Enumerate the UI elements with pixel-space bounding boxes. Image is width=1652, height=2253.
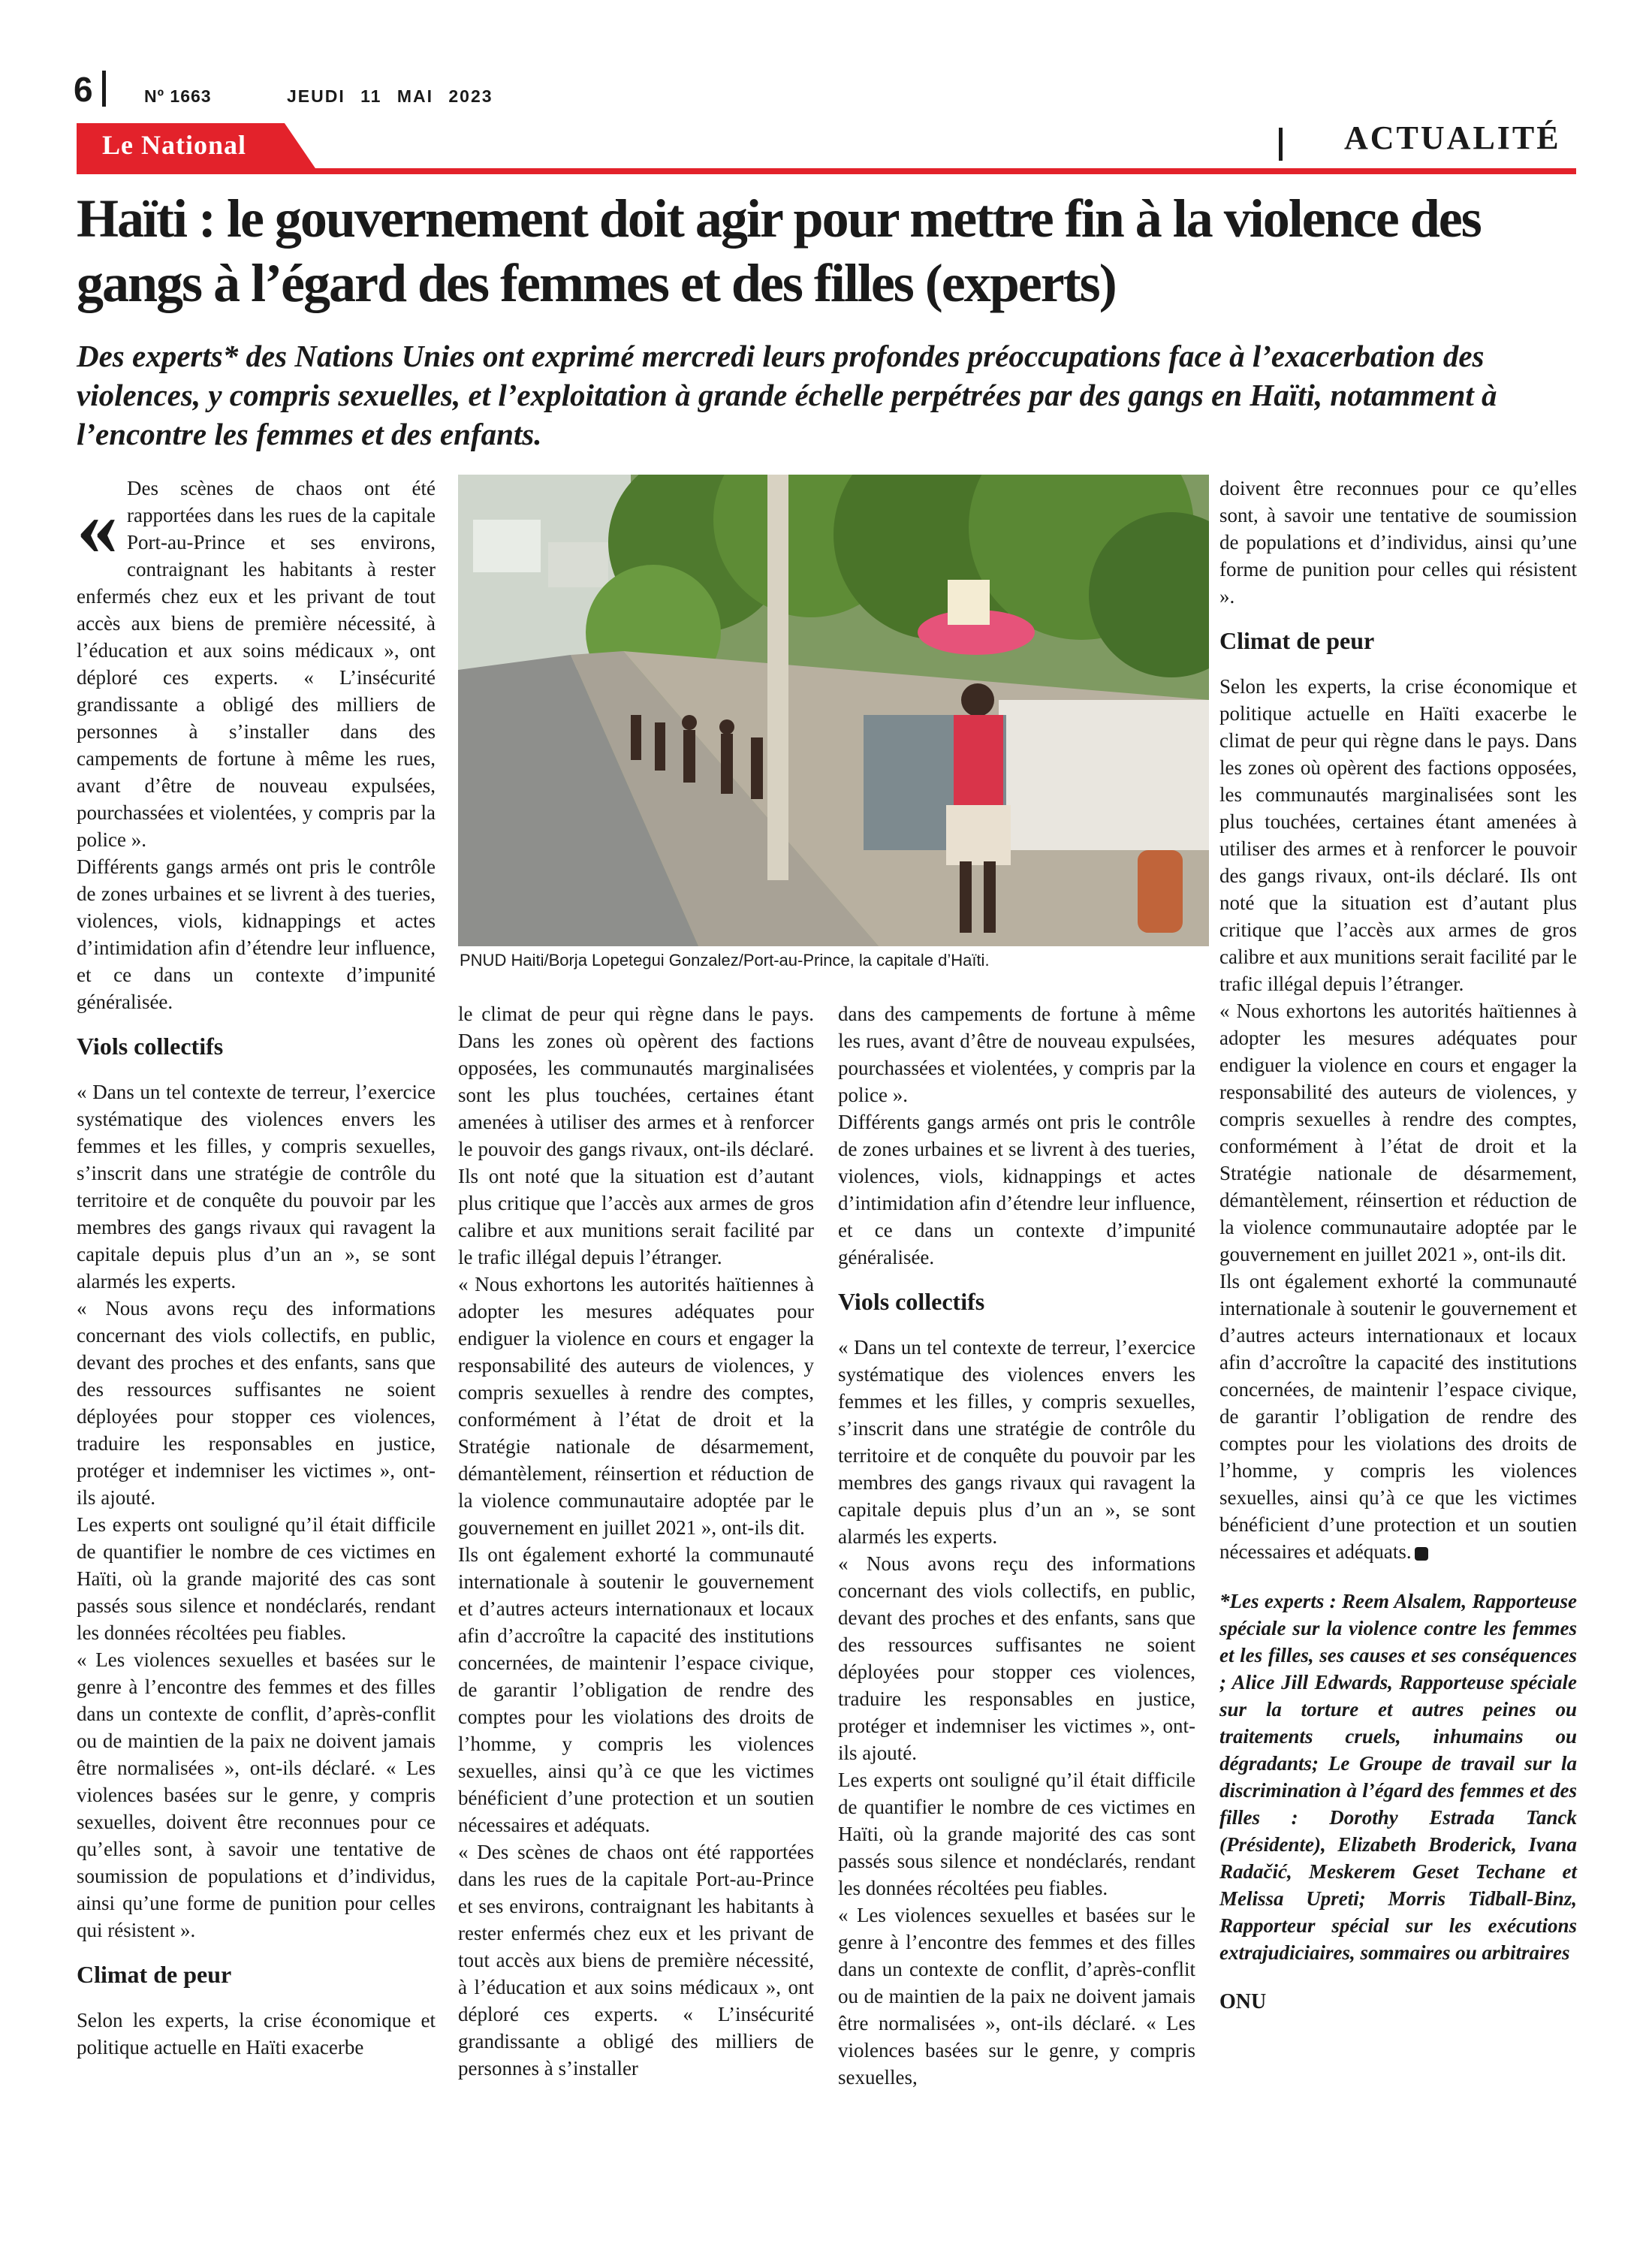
paragraph: « Nous exhortons les autorités haïtiennes à adopter les mesures adéquates pour endiguer la violence en cours et engager la responsabilité des auteurs de violences, y compris sexuelles à rendre des comptes, conformément à l’état de droit et la Stratégie nationale de désarmement, démantèlement, réinsertion et réduction de la violence communautaire adoptée par le gouvernement en juillet 2021 », ont-ils dit. [1219,1000,1577,1265]
section-divider [1279,128,1283,161]
paragraph-text: Ils ont également exhorté la communauté internationale à soutenir le gouvernement et d’autres acteurs internationaux et locaux afin d’accroître la capacité des institutions concernées, de maintenir l’espace civique, de garantir l’obligation de rendre des comptes pour les violations des droits de l’homme, y compris les violences sexuelles, ainsi qu’à ce que les victimes bénéficient d’une protection et un soutien nécessaires et adéquats. [1219,1270,1577,1563]
paragraph: doivent être reconnues pour ce qu’elles sont, à savoir une tentative de soumission de populations et d’individus, ainsi qu’une forme de punition pour celles qui résistent ». [1219,477,1577,608]
issue-number: Nº 1663 [144,86,212,106]
opening-quote-mark: « [77,481,118,572]
subheading: Climat de peur [1219,627,1375,654]
paragraph: Différents gangs armés ont pris le contrôle de zones urbaines et se livrent à des tueries, violences, viols, kidnappings et actes d’intimidation afin d’étendre leur influence, et ce dans un contexte d’impunité généralisée. [77,855,436,1013]
column-2 [458,1000,814,2082]
paragraph: « Nous exhortons les autorités haïtiennes à adopter les mesures adéquates pour endiguer la violence en cours et engager la responsabilité des auteurs de violences, y compris sexuelles à rendre des comptes, conformément à l’état de droit et la Stratégie nationale de désarmement, démantèlement, réinsertion et réduction de la violence communautaire adoptée par le gouvernement en juillet 2021 », ont-ils dit. [458,1273,814,1539]
column-1 [77,475,436,2061]
photo-caption: PNUD Haiti/Borja Lopetegui Gonzalez/Port-au-Prince, la capitale d’Haïti. [460,951,990,970]
paragraph: Les experts ont souligné qu’il était difficile de quantifier le nombre de ces victimes en Haïti, où la grande majorité des cas sont passés sous silence et nondéclarés, rendant les données récoltées peu fiables. [838,1769,1195,1899]
paragraph: « Nous avons reçu des informations concernant des viols collectifs, en public, devant des proches et des enfants, sans que des ressources suffisantes ne soient déployées pour stopper ces violences, traduire les responsables en justice, protéger et indemniser les victimes », ont-ils ajouté. [838,1552,1195,1764]
paragraph: « Les violences sexuelles et basées sur le genre à l’encontre des femmes et des filles dans un contexte de conflit, d’après-conflit ou de maintien de la paix ne doivent jamais être normalisées », ont-ils déclaré. « Les violences basées sur le genre, y compris sexuelles, doivent être reconnues pour ce qu’elles sont, à savoir une tentative de soumission de populations et d’individus, ainsi qu’une forme de punition pour celles qui résistent ». [77,1648,436,1941]
article-source: ONU [1219,1990,1267,2013]
standfirst: Des experts* des Nations Unies ont exprimé mercredi leurs profondes préoccupations face à l’exacerbation des violences, y compris sexuelles, et l’exploitation à grande échelle perpétrées par des gangs en Haïti, notamment à l’encontre les femmes et des enfants. [77,339,1497,451]
paragraph: « Des scènes de chaos ont été rapportées dans les rues de la capitale Port-au-Prince et ses environs, contraignant les habitants à rester enfermés chez eux et les privant de tout accès aux biens de première nécessité, à l’éducation et aux soins médicaux », ont déploré ces experts. « L’insécurité grandissante a obligé des milliers de personnes à s’installer [458,1841,814,2080]
header-rule [77,168,1576,174]
paragraph: Selon les experts, la crise économique et politique actuelle en Haïti exacerbe le climat de peur qui règne dans le pays. Dans les zones où opèrent des factions opposées, les communautés marginalisées sont les plus touchées, certaines étant amenées à utiliser des armes et à renforcer le pouvoir des gangs rivaux, ont-ils déclaré. Ils ont noté que la situation est d’autant plus critique que l’accès aux armes de gros calibre et aux munitions serait facilité par le trafic illégal depuis l’étranger. [1219,675,1577,995]
paragraph: « Dans un tel contexte de terreur, l’exercice systématique des violences envers les femmes et les filles, y compris sexuelles, s’inscrit dans une stratégie de contrôle du territoire et de conquête du pouvoir par les membres des gangs rivaux qui ravagent la capitale depuis plus d’un an », se sont alarmés les experts. [838,1336,1195,1548]
paragraph: Selon les experts, la crise économique et politique actuelle en Haïti exacerbe [77,2009,436,2058]
column-3 [838,1000,1195,2091]
section-label: ACTUALITÉ [1344,119,1561,156]
subheading: Viols collectifs [838,1288,985,1315]
paragraph: « Les violences sexuelles et basées sur le genre à l’encontre des femmes et des filles dans un contexte de conflit, d’après-conflit ou de maintien de la paix ne doivent jamais être normalisées », ont-ils déclaré. « Les violences basées sur le genre, y compris sexuelles, [838,1904,1195,2089]
end-of-article-icon [1415,1547,1428,1561]
column-4 [1219,475,1577,2016]
paragraph: Ils ont également exhorté la communauté internationale à soutenir le gouvernement et d’autres acteurs internationaux et locaux afin d’accroître la capacité des institutions concernées, de maintenir l’espace civique, de garantir l’obligation de rendre des comptes pour les violations des droits de l’homme, y compris les violences sexuelles, ainsi qu’à ce que les victimes bénéficient d’une protection et un soutien nécessaires et adéquats. [458,1543,814,1836]
brand-name: Le National [102,130,247,160]
page-number-divider [102,71,106,107]
paragraph: Différents gangs armés ont pris le contrôle de zones urbaines et se livrent à des tueries, violences, viols, kidnappings et actes d’intimidation afin d’étendre leur influence, et ce dans un contexte d’impunité généralisée. [838,1111,1195,1268]
paragraph: dans des campements de fortune à même les rues, avant d’être de nouveau expulsées, pourchassées et violentées, y compris par la police ». [838,1003,1195,1106]
paragraph: Des scènes de chaos ont été rapportées dans les rues de la capitale Port-au-Prince et ses environs, contraignant les habitants à rester enfermés chez eux et les privant de tout accès aux biens de première nécessité, à l’éducation et aux soins médicaux », ont déploré ces experts. « L’insécurité grandissante a obligé des milliers de personnes à s’installer dans des campements de fortune à même les rues, avant d’être de nouveau expulsées, pourchassées et violentées, y compris par la police ». [77,477,436,851]
subheading: Climat de peur [77,1961,232,1988]
street-photo [458,475,1209,946]
paragraph: le climat de peur qui règne dans le pays. Dans les zones où opèrent des factions opposées, les communautés marginalisées sont les plus touchées, certaines étant amenées à utiliser des armes et à renforcer le pouvoir des gangs rivaux, ont-ils déclaré. Ils ont noté que la situation est d’autant plus critique que l’accès aux armes de gros calibre et aux munitions serait facilité par le trafic illégal depuis l’étranger. [458,1003,814,1268]
paragraph: Les experts ont souligné qu’il était difficile de quantifier le nombre de ces victimes en Haïti, où la grande majorité des cas sont passés sous silence et nondéclarés, rendant les données récoltées peu fiables. [77,1513,436,1644]
issue-date: JEUDI 11 MAI 2023 [287,86,493,106]
paragraph: « Dans un tel contexte de terreur, l’exercice systématique des violences envers les femmes et les filles, y compris sexuelles, s’inscrit dans une stratégie de contrôle du territoire et de conquête du pouvoir par les membres des gangs rivaux qui ravagent la capitale depuis plus d’un an », se sont alarmés les experts. [77,1081,436,1292]
subheading: Viols collectifs [77,1033,224,1060]
paragraph: « Nous avons reçu des informations concernant des viols collectifs, en public, devant des proches et des enfants, sans que des ressources suffisantes ne soient déployées pour stopper ces violences, traduire les responsables en justice, protéger et indemniser les victimes », ont-ils ajouté. [77,1297,436,1509]
paragraph [1219,1268,1577,1565]
page-number: 6 [74,70,93,109]
headline: Haïti : le gouvernement doit agir pour mettre fin à la violence des gangs à l’égard des femmes et des filles (experts) [77,189,1481,313]
experts-footnote: *Les experts : Reem Alsalem, Rapporteuse spéciale sur la violence contre les femmes et les filles, ses causes et ses conséquences ; Alice Jill Edwards, Rapporteuse spéciale sur la torture et autres peines ou traitements cruels, inhumains ou dégradants; Le Groupe de travail sur la discrimination à l’égard des femmes et des filles : Dorothy Estrada Tanck (Présidente), Elizabeth Broderick, Ivana Radačić, Meskerem Geset Techane et Melissa Upreti; Morris Tidball-Binz, Rapporteur spécial sur les exécutions extrajudiciaires, sommaires ou arbitraires [1219,1590,1577,1964]
